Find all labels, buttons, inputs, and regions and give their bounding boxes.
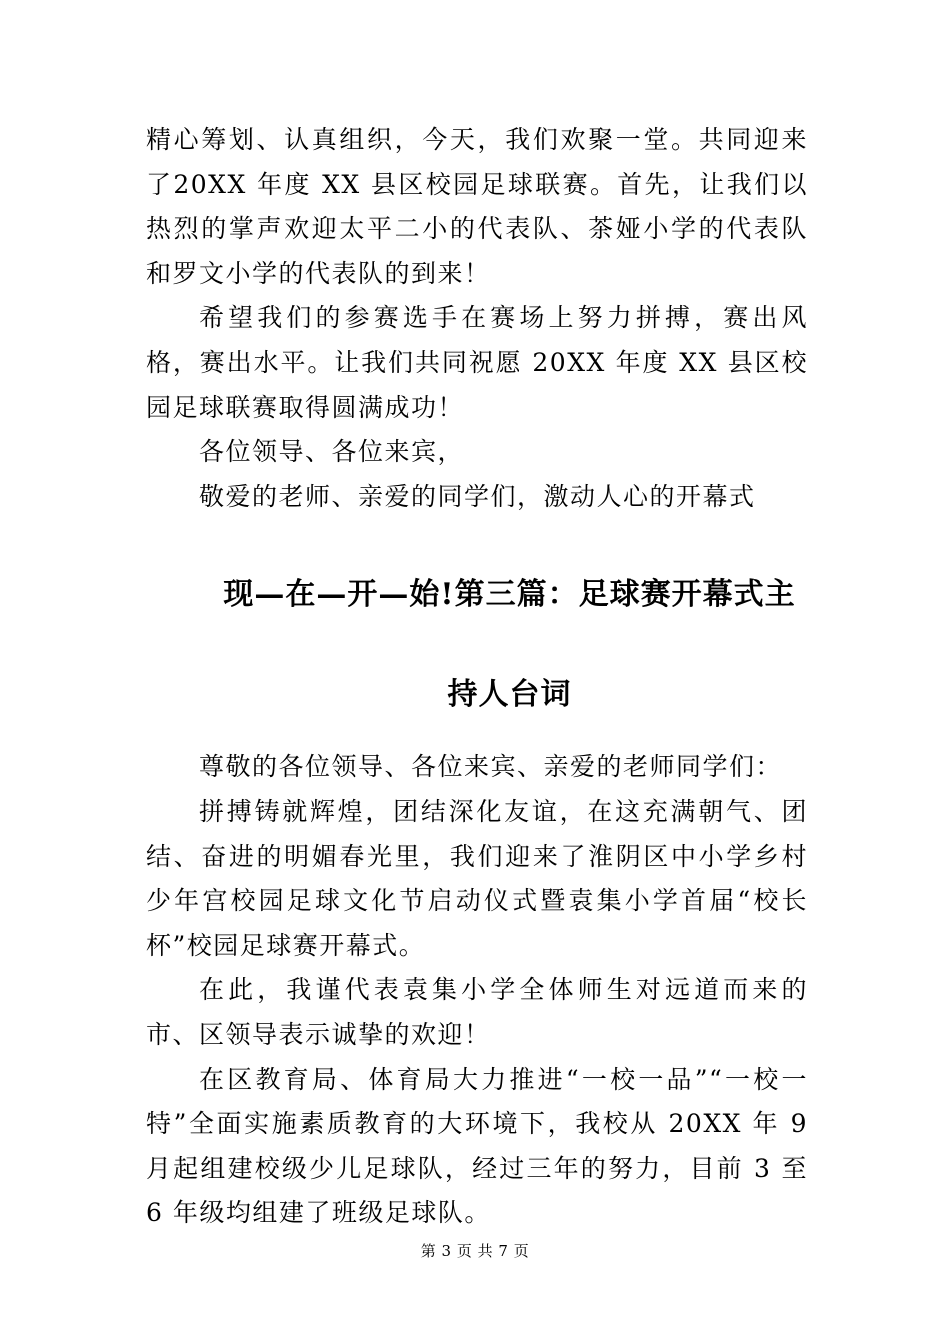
paragraph-introduction: 拼搏铸就辉煌，团结深化友谊，在这充满朝气、团结、奋进的明媚春光里，我们迎来了淮阴区中小学乡村少年宫校园足球文化节启动仪式暨袁集小学首届“校长杯”校园足球赛开幕式。 bbox=[146, 796, 808, 960]
document-body bbox=[146, 118, 808, 1236]
paragraph-wishes: 希望我们的参赛选手在赛场上努力拼搏，赛出风格，赛出水平。让我们共同祝愿 20XX 年度 XX 县区校园足球联赛取得圆满成功！ bbox=[146, 303, 808, 422]
paragraph-greeting-teachers: 敬爱的老师、亲爱的同学们，激动人心的开幕式 bbox=[199, 481, 756, 511]
section-heading-line-2: 持人台词 bbox=[447, 677, 572, 713]
paragraph-opening-thanks: 精心筹划、认真组织，今天，我们欢聚一堂。共同迎来了20XX 年度 XX 县区校园足球联赛。首先，让我们以热烈的掌声欢迎太平二小的代表队、茶娅小学的代表队和罗文小学的代表队的到来！ bbox=[146, 125, 808, 288]
paragraph-welcome: 在此，我谨代表袁集小学全体师生对远道而来的市、区领导表示诚挚的欢迎！ bbox=[146, 975, 808, 1049]
section-heading-line-1: 现—在—开—始!第三篇：足球赛开幕式主 bbox=[223, 577, 796, 613]
page-number-label: 第 3 页 共 7 页 bbox=[420, 1242, 530, 1260]
section-heading bbox=[146, 519, 808, 745]
paragraph-salutation: 尊敬的各位领导、各位来宾、亲爱的老师同学们： bbox=[199, 752, 783, 782]
page-footer bbox=[0, 1241, 950, 1261]
paragraph-greeting-leaders: 各位领导、各位来宾， bbox=[199, 437, 465, 467]
paragraph-background: 在区教育局、体育局大力推进“一校一品”“一校一特”全面实施素质教育的大环境下，我校从 20XX 年 9 月起组建校级少儿足球队，经过三年的努力，目前 3 至 6 年级均组建了班级足球队。 bbox=[146, 1064, 808, 1228]
